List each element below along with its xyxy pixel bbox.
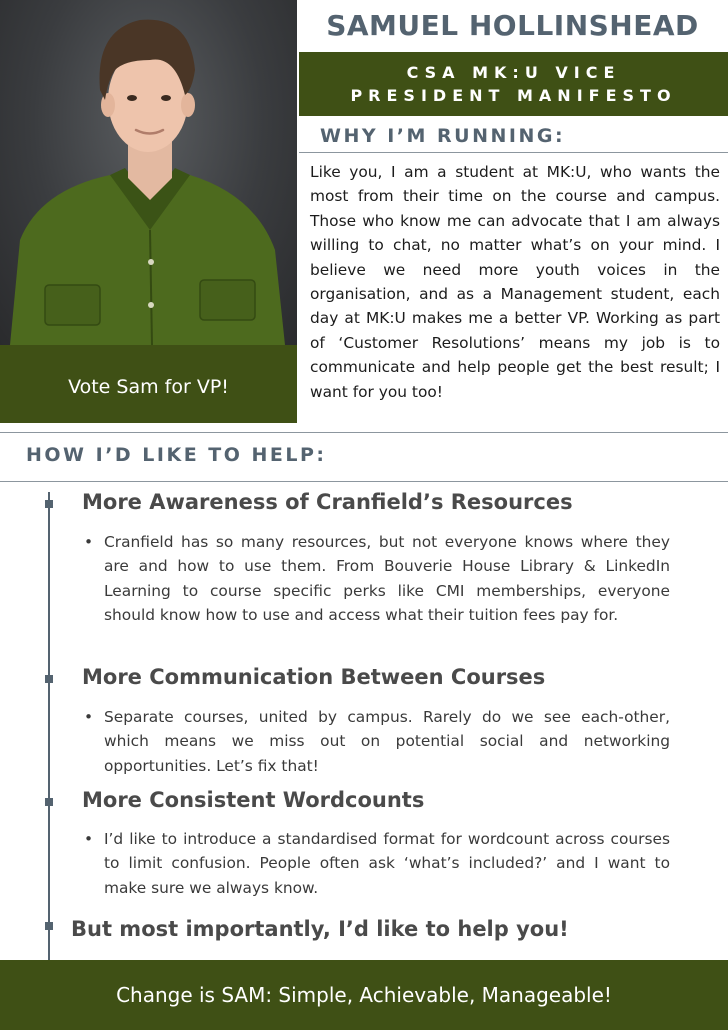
candidate-name: SAMUEL HOLLINSHEAD xyxy=(326,8,699,42)
help-item-title: More Consistent Wordcounts xyxy=(82,788,425,812)
portrait-illustration xyxy=(0,0,297,345)
timeline-line xyxy=(48,492,50,962)
timeline-marker xyxy=(45,675,53,683)
closing-statement: But most importantly, I’d like to help you! xyxy=(71,917,569,941)
why-running-text: Like you, I am a student at MK:U, who wants the most from their time on the course and campus. Those who know me can advocate that I am always willing to chat, no matter what’s on your mind. I believe we need more youth voices in the organisation, and as a Management student, each day at MK:U makes me a better VP. Working as part of ‘Customer Resolutions’ means my job is to communicate and help people get the best result; I want for you too! xyxy=(310,163,720,401)
footer-slogan: Change is SAM: Simple, Achievable, Manageable! xyxy=(116,983,612,1007)
title-line-2: PRESIDENT MANIFESTO xyxy=(350,86,677,105)
manifesto-title-band xyxy=(299,52,728,116)
help-item-text: • Separate courses, united by campus. Rarely do we see each-other, which means we miss out on potential social and networking opportunities. Let’s fix that! xyxy=(104,705,670,778)
footer-slogan-band xyxy=(0,960,728,1030)
timeline-marker xyxy=(45,500,53,508)
candidate-photo xyxy=(0,0,297,345)
section-divider-top xyxy=(0,432,728,433)
help-item-title: More Communication Between Courses xyxy=(82,665,546,689)
help-item-title: More Awareness of Cranfield’s Resources xyxy=(82,490,573,514)
vote-caption xyxy=(0,345,297,423)
help-item-text: • Cranfield has so many resources, but not everyone knows where they are and how to use them. From Bouverie House Library & LinkedIn Learning to course specific perks like CMI memberships, everyone should know how to use and access what their tuition fees pay for. xyxy=(104,530,670,628)
title-line-1: CSA MK:U VICE xyxy=(406,63,621,82)
help-item-text: • I’d like to introduce a standardised format for wordcount across courses to limit confusion. People often ask ‘what’s included?’ and I want to make sure we always know. xyxy=(104,827,670,900)
why-heading-divider xyxy=(299,152,728,153)
help-heading: HOW I’D LIKE TO HELP: xyxy=(26,444,327,466)
timeline-marker xyxy=(45,798,53,806)
vote-text: Vote Sam for VP! xyxy=(68,376,229,398)
why-running-heading: WHY I’M RUNNING: xyxy=(320,125,566,147)
section-divider-bottom xyxy=(0,481,728,482)
timeline-marker xyxy=(45,922,53,930)
